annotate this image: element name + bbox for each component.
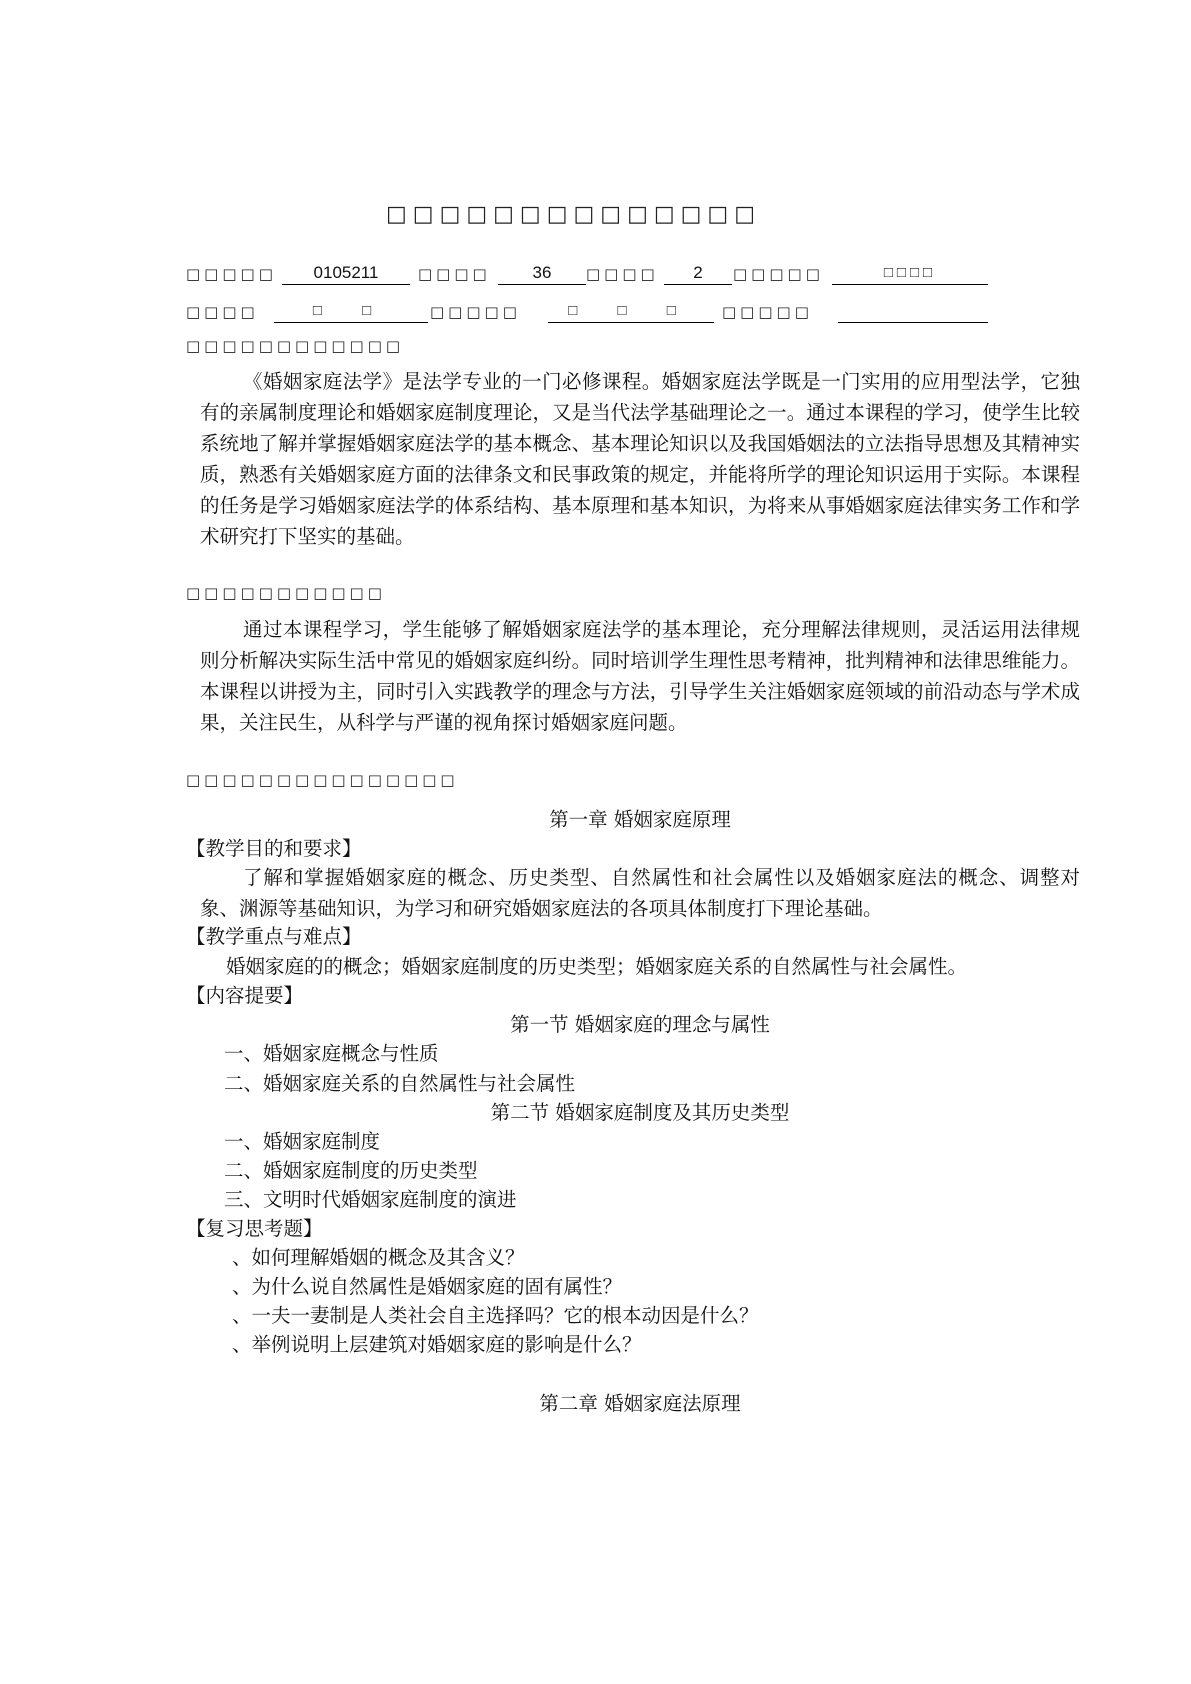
list-item: 二、婚姻家庭制度的历史类型 — [224, 1159, 478, 1182]
chapter-1-section-b-title: 第二节 婚姻家庭制度及其历史类型 — [490, 1101, 790, 1124]
chapter-1-content-label: 【内容提要】 — [186, 984, 304, 1007]
chapter-1-key-text: 婚姻家庭的的概念；婚姻家庭制度的历史类型；婚姻家庭关系的自然属性与社会属性。 — [226, 955, 968, 978]
info-a-label: □□□□ — [186, 303, 259, 321]
list-item: 一、婚姻家庭概念与性质 — [224, 1042, 439, 1065]
chapter-1-key-label: 【教学重点与难点】 — [186, 925, 362, 948]
section-3-heading: □□□□□□□□□□□□□□□ — [186, 771, 459, 789]
course-hours-value: 36 — [498, 262, 586, 285]
course-credits-label: □□□□ — [586, 265, 659, 283]
info-a-value: □ □ — [274, 300, 428, 323]
list-item: 一、婚姻家庭制度 — [224, 1130, 381, 1153]
course-hours-label: □□□□ — [418, 265, 491, 283]
course-credits-value: 2 — [664, 262, 732, 285]
course-code-label: □□□□□ — [186, 265, 277, 283]
section-2-heading: □□□□□□□□□□□ — [186, 584, 386, 602]
course-code-value: 0105211 — [282, 262, 410, 285]
list-item: 三、文明时代婚姻家庭制度的演进 — [224, 1188, 517, 1211]
course-type-value: □□□□ — [832, 262, 988, 285]
chapter-1-goal-text: 了解和掌握婚姻家庭的概念、历史类型、自然属性和社会属性以及婚姻家庭法的概念、调整对象、渊源等基础知识，为学习和研究婚姻家庭法的各项具体制度打下理论基础。 — [200, 866, 1080, 920]
info-b-label: □□□□□ — [430, 303, 521, 321]
section-1-paragraph: 《婚姻家庭法学》是法学专业的一门必修课程。婚姻家庭法学既是一门实用的应用型法学，它独有的亲属制度理论和婚姻家庭制度理论，又是当代法学基础理论之一。通过本课程的学习，使学生比较系统地了解并掌握婚姻家庭法学的基本概念、基本理论知识以及我国婚姻法的立法指导思想及其精神实质，熟悉有关婚姻家庭方面的法律条文和民事政策的规定，并能将所学的理论知识运用于实际。本课程的任务是学习婚姻家庭法学的体系结构、基本原理和基本知识，为将来从事婚姻家庭法律实务工作和学术研究打下坚实的基础。 — [200, 370, 1080, 548]
review-question: 、为什么说自然属性是婚姻家庭的固有属性？ — [232, 1275, 623, 1298]
section-1-heading: □□□□□□□□□□□□ — [186, 337, 405, 355]
chapter-1-title: 第一章 婚姻家庭原理 — [549, 808, 731, 831]
review-question: 、如何理解婚姻的概念及其含义？ — [232, 1246, 525, 1269]
review-question: 、举例说明上层建筑对婚姻家庭的影响是什么？ — [232, 1333, 642, 1356]
list-item: 二、婚姻家庭关系的自然属性与社会属性 — [224, 1072, 576, 1095]
document-title: □□□□□□□□□□□□□□ — [386, 202, 762, 227]
section-2-paragraph: 通过本课程学习，学生能够了解婚姻家庭法学的基本理论，充分理解法律规则，灵活运用法律规则分析解决实际生活中常见的婚姻家庭纠纷。同时培训学生理性思考精神，批判精神和法律思维能力。本课程以讲授为主，同时引入实践教学的理念与方法，引导学生关注婚姻家庭领域的前沿动态与学术成果，关注民生，从科学与严谨的视角探讨婚姻家庭问题。 — [200, 618, 1080, 734]
info-b-value: □ □ □ — [548, 300, 714, 323]
review-question: 、一夫一妻制是人类社会自主选择吗？它的根本动因是什么？ — [232, 1304, 759, 1327]
info-c-value — [838, 300, 988, 323]
info-c-label: □□□□□ — [722, 303, 813, 321]
chapter-1-section-a-title: 第一节 婚姻家庭的理念与属性 — [510, 1013, 770, 1036]
chapter-2-title: 第二章 婚姻家庭法原理 — [539, 1392, 741, 1415]
chapter-1-review-label: 【复习思考题】 — [186, 1217, 323, 1240]
chapter-1-goal-label: 【教学目的和要求】 — [186, 837, 362, 860]
course-type-label: □□□□□ — [733, 265, 824, 283]
